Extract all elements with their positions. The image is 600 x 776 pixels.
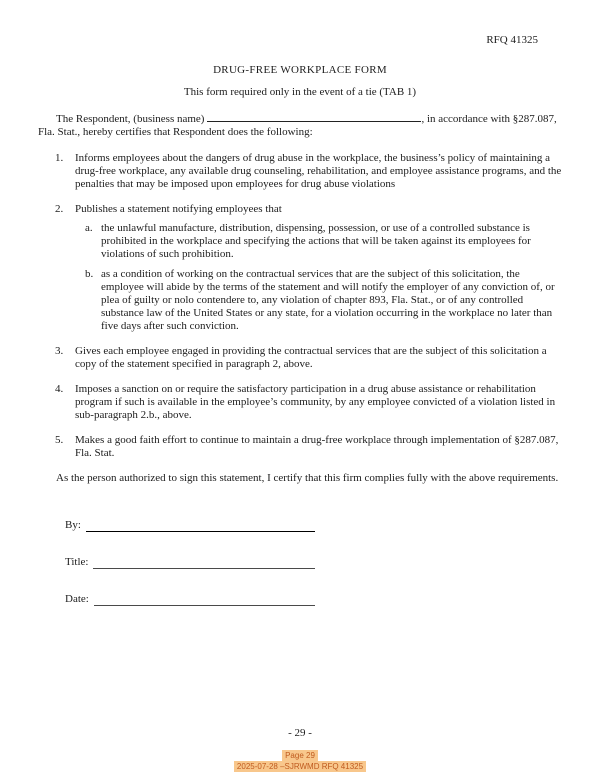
date-label: Date:	[65, 593, 89, 605]
list-item-5	[55, 434, 562, 460]
list-item-3	[55, 345, 562, 371]
list-item-2b	[85, 268, 562, 333]
closing-paragraph: As the person authorized to sign this statement, I certify that this firm complies fully with the above requirements.	[56, 472, 559, 484]
signature-row-date	[65, 592, 315, 606]
certification-list	[38, 152, 562, 460]
list-item-2a	[85, 222, 562, 261]
page-number: - 29 -	[288, 727, 312, 739]
title-label: Title:	[65, 556, 89, 568]
list-item-number: 5.	[55, 434, 64, 446]
stamp-page-label: Page 29	[282, 750, 318, 761]
sub-item-letter: b.	[85, 268, 94, 280]
list-item-1	[55, 152, 562, 191]
list-item-number: 3.	[55, 345, 64, 357]
list-item-4	[55, 383, 562, 422]
sub-item-letter: a.	[85, 222, 93, 234]
list-item-number: 2.	[55, 203, 64, 215]
stamp-ref-label: 2025-07-28 –SJRWMD RFQ 41325	[234, 761, 366, 772]
pdf-annotation-stamp	[0, 750, 600, 772]
by-label: By:	[65, 519, 81, 531]
date-signature-line[interactable]	[94, 593, 315, 606]
list-item-number: 1.	[55, 152, 64, 164]
sub-item-text: as a condition of working on the contractual services that are the subject of this solicitation, the employee will abide by the terms of the statement and will notify the employer of any conviction of, or plea of guilty or nolo contendere to, any violation of chapter 893, Fla. Stat., or of any controlled substance law of the United States or any state, for a violation occurring in the workplace no later than five days after such conviction.	[101, 268, 555, 332]
by-signature-line[interactable]	[86, 519, 315, 532]
list-item-number: 4.	[55, 383, 64, 395]
list-item-text: Publishes a statement notifying employees that	[75, 203, 282, 215]
title-signature-line[interactable]	[93, 556, 315, 569]
business-name-blank[interactable]	[207, 111, 421, 122]
list-item-text: Informs employees about the dangers of drug abuse in the workplace, the business’s policy of maintaining a drug-free workplace, any available drug counseling, rehabilitation, and employee assistance programs, and the penalties that may be imposed upon employees for drug abuse violations	[75, 152, 562, 190]
intro-paragraph	[38, 111, 562, 139]
signature-block	[65, 518, 315, 606]
list-item-text: Imposes a sanction on or require the satisfactory participation in a drug abuse assistance or rehabilitation program if such is available in the employee’s community, by any employee convicted of a violation listed in sub-paragraph 2.b., above.	[75, 383, 556, 421]
list-item-text: Makes a good faith effort to continue to maintain a drug-free workplace through implementation of §287.087, Fla. Stat.	[75, 434, 559, 459]
form-subtitle: This form required only in the event of a tie (TAB 1)	[183, 86, 417, 98]
sub-item-text: the unlawful manufacture, distribution, dispensing, possession, or use of a controlled substance is prohibited in the workplace and specifying the actions that will be taken against its employees for violations of such prohibition.	[101, 222, 531, 260]
intro-text-after: , in accordance with §287.087, Fla. Stat., hereby certifies that Respondent does the following:	[38, 113, 557, 138]
intro-text-before: The Respondent, (business name)	[56, 113, 205, 125]
list-item-text: Gives each employee engaged in providing the contractual services that are the subject of this solicitation a copy of the statement specified in paragraph 2, above.	[75, 345, 547, 370]
document-ref: RFQ 41325	[486, 34, 538, 46]
signature-row-title	[65, 555, 315, 569]
form-title: DRUG-FREE WORKPLACE FORM	[213, 64, 387, 76]
list-item-2	[55, 203, 562, 216]
signature-row-by	[65, 518, 315, 532]
